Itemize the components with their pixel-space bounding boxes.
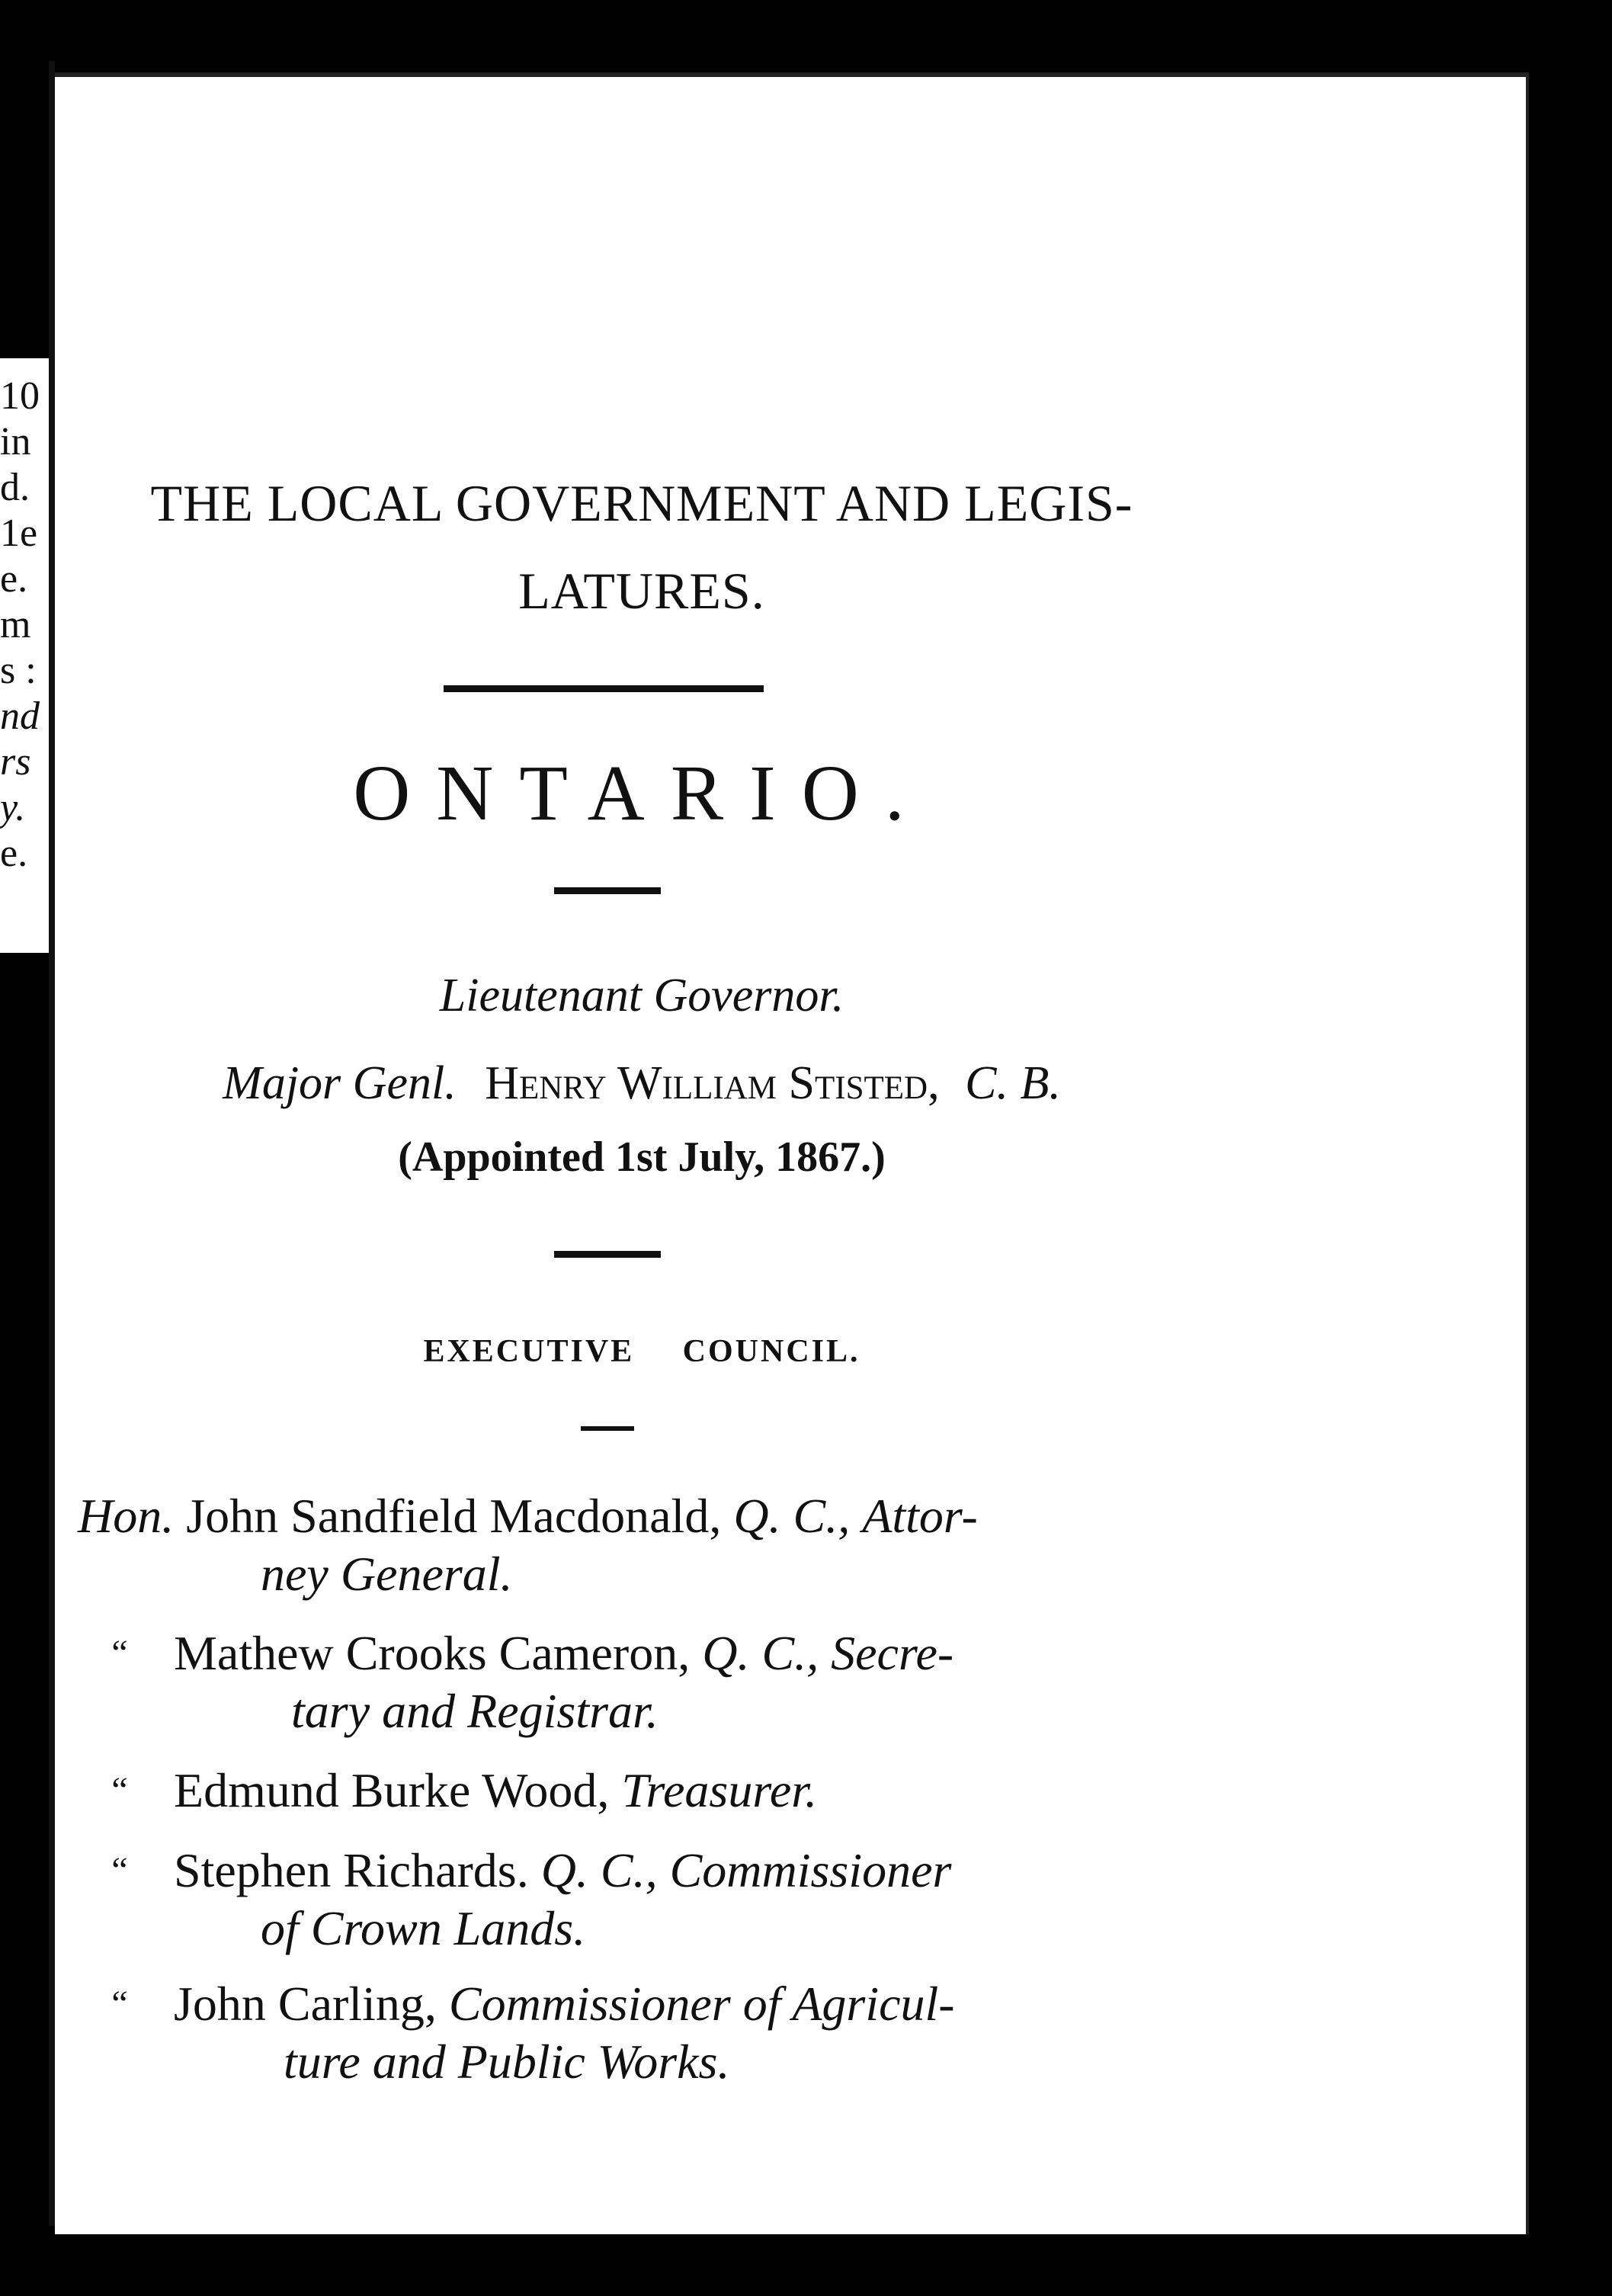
member-office-continued: ture and Public Works. — [284, 2035, 730, 2089]
honour: C. B. — [965, 1057, 1061, 1109]
member-name: John Sandfield Macdonald, — [186, 1489, 722, 1543]
previous-page-fragment: d. — [0, 466, 30, 509]
council-member — [78, 1762, 1206, 1820]
divider-rule — [554, 1251, 661, 1258]
previous-page-fragment: e. — [0, 832, 28, 875]
member-name: John Carling, — [174, 1977, 437, 2031]
ditto-mark: “ — [111, 1850, 128, 1890]
rank: Major Genl. — [223, 1057, 457, 1109]
member-name: Mathew Crooks Cameron, — [174, 1626, 691, 1680]
member-office-continued: ney General. — [261, 1547, 513, 1601]
member-qualification: Q. C., — [733, 1489, 851, 1543]
member-office-continued: tary and Registrar. — [291, 1684, 659, 1738]
member-prefix: Hon. — [78, 1489, 175, 1543]
lieutenant-governor-heading: Lieutenant Governor. — [439, 970, 844, 1021]
previous-page-fragment: nd — [0, 694, 40, 738]
book-spine-line — [49, 61, 55, 2226]
previous-page-fragment: m — [0, 603, 31, 646]
previous-page-fragment: e. — [0, 557, 28, 601]
province-heading: ONTARIO. — [353, 749, 931, 837]
previous-page-fragment: 10 — [0, 374, 40, 418]
executive-council-heading: EXECUTIVE COUNCIL. — [423, 1334, 860, 1369]
member-office: Attor- — [862, 1489, 978, 1543]
member-qualification: Q. C., — [702, 1626, 819, 1680]
member-office: Secre- — [831, 1626, 954, 1680]
previous-page-fragment: rs — [0, 740, 31, 784]
member-qualification: Q. C., — [540, 1843, 658, 1897]
previous-page-fragment: in — [0, 420, 31, 463]
member-office: Commissioner — [669, 1843, 952, 1897]
council-member — [78, 1842, 1206, 1958]
divider-rule — [444, 685, 764, 692]
council-member — [78, 1975, 1206, 2091]
previous-page-fragment: y. — [0, 786, 26, 829]
member-office-continued: of Crown Lands. — [261, 1901, 586, 1955]
member-office: Commissioner of Agricul- — [448, 1977, 955, 2031]
document-page — [55, 72, 1529, 2234]
previous-page-fragment: s : — [0, 649, 37, 692]
ditto-mark: “ — [111, 1633, 128, 1673]
governor-name: Henry William Stisted, — [485, 1057, 940, 1109]
divider-rule — [581, 1426, 634, 1431]
document-title-line1: THE LOCAL GOVERNMENT AND LEGIS- — [150, 474, 1133, 532]
document-title-line2: LATURES. — [518, 562, 765, 620]
member-name: Stephen Richards. — [174, 1843, 529, 1897]
previous-page-text-strip — [0, 358, 52, 953]
appointment-date: (Appointed 1st July, 1867.) — [398, 1134, 886, 1181]
ditto-mark: “ — [111, 1770, 128, 1810]
ditto-mark: “ — [111, 1983, 128, 2024]
divider-rule — [554, 887, 661, 894]
member-name: Edmund Burke Wood, — [174, 1763, 610, 1817]
member-office: Treasurer. — [621, 1763, 818, 1817]
lieutenant-governor-line — [78, 1057, 1206, 1111]
council-member — [78, 1487, 1206, 1603]
previous-page-fragment: 1e — [0, 511, 38, 555]
council-member — [78, 1624, 1206, 1740]
previous-page-edge — [0, 0, 53, 2296]
